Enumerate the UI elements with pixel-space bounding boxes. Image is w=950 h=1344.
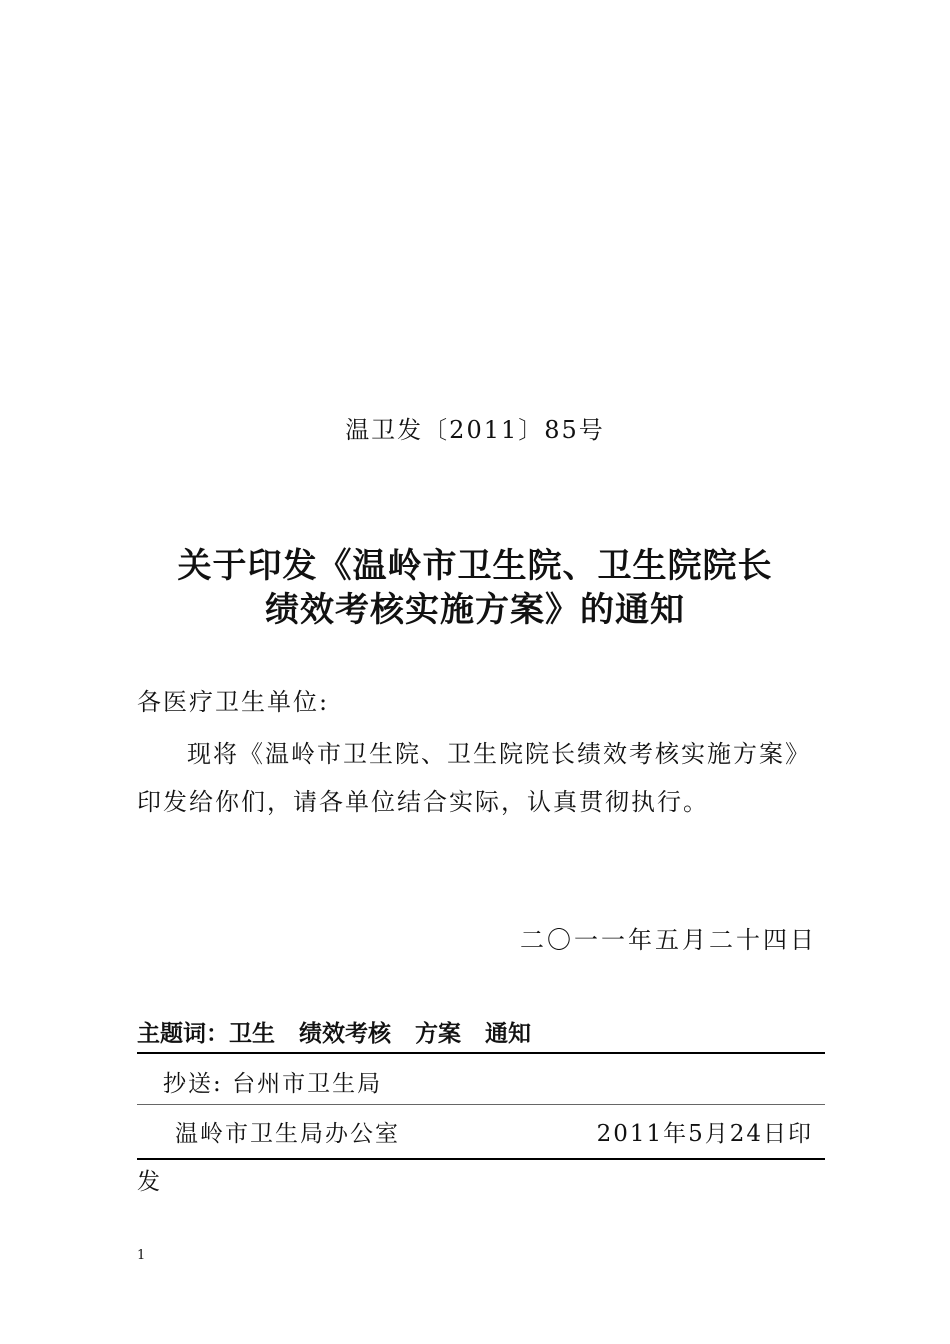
keyword-item: 方案: [415, 1021, 461, 1047]
page-number: 1: [137, 1248, 146, 1263]
issue-date: 2011年5月24日印: [596, 1121, 813, 1147]
keywords-label: 主题词：: [137, 1021, 229, 1047]
salutation: 各医疗卫生单位:: [137, 688, 330, 716]
keyword-item: 卫生: [229, 1021, 275, 1047]
issue-date-wrap: 发: [137, 1169, 160, 1195]
keyword-item: 绩效考核: [299, 1021, 391, 1047]
issuer-line: [137, 1112, 825, 1160]
body-line-1: 现将《温岭市卫生院、卫生院院长绩效考核实施方案》: [187, 740, 811, 768]
body-paragraph: [137, 730, 817, 826]
document-date: 二〇一一年五月二十四日: [520, 926, 817, 954]
keyword-item: 通知: [485, 1021, 531, 1047]
title-line-1: 关于印发《温岭市卫生院、卫生院院长: [177, 546, 773, 586]
issuer-name: 温岭市卫生局办公室: [175, 1121, 400, 1147]
title-line-2: 绩效考核实施方案》的通知: [265, 590, 685, 630]
cc-line: [137, 1064, 825, 1105]
cc-label: 抄送:: [163, 1071, 223, 1097]
document-title: [0, 544, 950, 632]
document-number: 温卫发〔2011〕85号: [345, 416, 605, 444]
body-line-2: 印发给你们，请各单位结合实际，认真贯彻执行。: [137, 788, 709, 816]
subject-keywords: [137, 1016, 825, 1054]
cc-recipient: 台州市卫生局: [232, 1071, 383, 1097]
